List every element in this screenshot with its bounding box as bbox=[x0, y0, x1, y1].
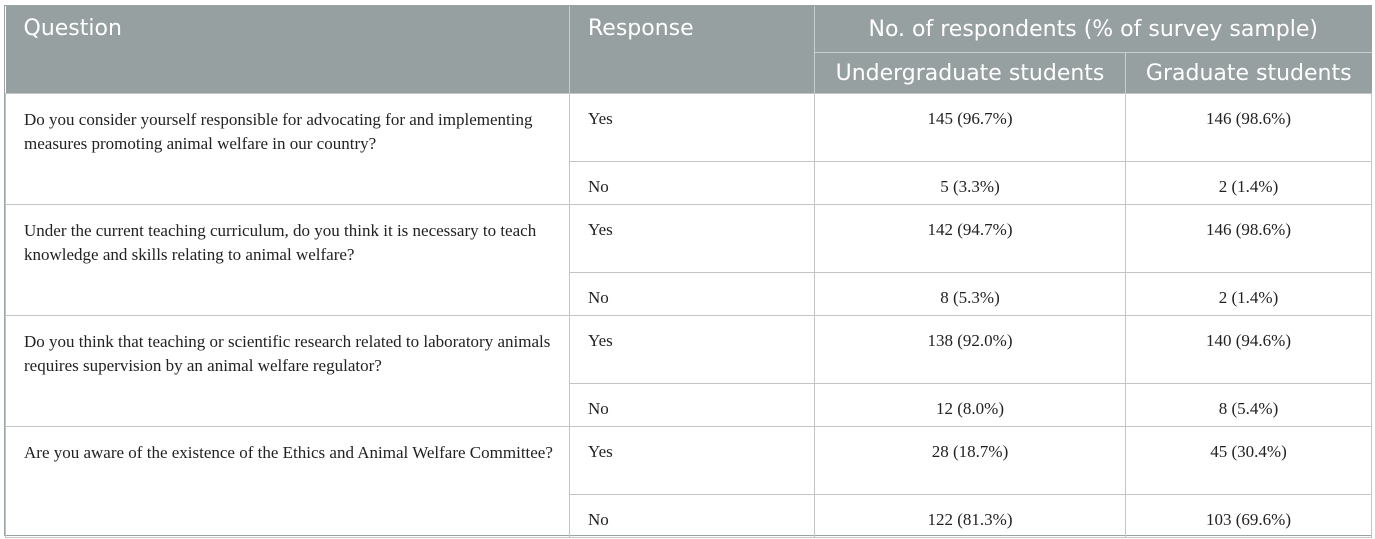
response-cell: No bbox=[570, 273, 815, 316]
header-undergraduate: Undergraduate students bbox=[815, 53, 1126, 94]
response-cell: Yes bbox=[570, 316, 815, 384]
undergrad-count-cell: 12 (8.0%) bbox=[815, 384, 1126, 427]
graduate-count-cell: 146 (98.6%) bbox=[1126, 94, 1372, 162]
undergrad-count-cell: 138 (92.0%) bbox=[815, 316, 1126, 384]
table-header bbox=[6, 6, 1372, 94]
undergrad-count-cell: 142 (94.7%) bbox=[815, 205, 1126, 273]
graduate-count-cell: 103 (69.6%) bbox=[1126, 495, 1372, 538]
graduate-count-cell: 140 (94.6%) bbox=[1126, 316, 1372, 384]
header-question: Question bbox=[6, 6, 570, 94]
survey-table bbox=[5, 6, 1372, 538]
survey-table-container bbox=[4, 5, 1372, 536]
question-cell: Do you think that teaching or scientific research related to laboratory animals requires supervision by an animal welfare regulator? bbox=[6, 316, 570, 427]
response-cell: No bbox=[570, 384, 815, 427]
graduate-count-cell: 45 (30.4%) bbox=[1126, 427, 1372, 495]
table-row bbox=[6, 205, 1372, 273]
graduate-count-cell: 146 (98.6%) bbox=[1126, 205, 1372, 273]
undergrad-count-cell: 145 (96.7%) bbox=[815, 94, 1126, 162]
response-cell: No bbox=[570, 495, 815, 538]
undergrad-count-cell: 28 (18.7%) bbox=[815, 427, 1126, 495]
table-body bbox=[6, 94, 1372, 538]
undergrad-count-cell: 8 (5.3%) bbox=[815, 273, 1126, 316]
response-cell: Yes bbox=[570, 205, 815, 273]
question-cell: Are you aware of the existence of the Ethics and Animal Welfare Committee? bbox=[6, 427, 570, 538]
undergrad-count-cell: 122 (81.3%) bbox=[815, 495, 1126, 538]
graduate-count-cell: 2 (1.4%) bbox=[1126, 162, 1372, 205]
response-cell: No bbox=[570, 162, 815, 205]
question-cell: Do you consider yourself responsible for advocating for and implementing measures promoting animal welfare in our country? bbox=[6, 94, 570, 205]
response-cell: Yes bbox=[570, 427, 815, 495]
response-cell: Yes bbox=[570, 94, 815, 162]
header-graduate: Graduate students bbox=[1126, 53, 1372, 94]
graduate-count-cell: 8 (5.4%) bbox=[1126, 384, 1372, 427]
table-row bbox=[6, 427, 1372, 495]
table-row bbox=[6, 94, 1372, 162]
header-respondents-group: No. of respondents (% of survey sample) bbox=[815, 6, 1372, 53]
question-cell: Under the current teaching curriculum, do you think it is necessary to teach knowledge and skills relating to animal welfare? bbox=[6, 205, 570, 316]
graduate-count-cell: 2 (1.4%) bbox=[1126, 273, 1372, 316]
undergrad-count-cell: 5 (3.3%) bbox=[815, 162, 1126, 205]
header-response: Response bbox=[570, 6, 815, 94]
table-row bbox=[6, 316, 1372, 384]
